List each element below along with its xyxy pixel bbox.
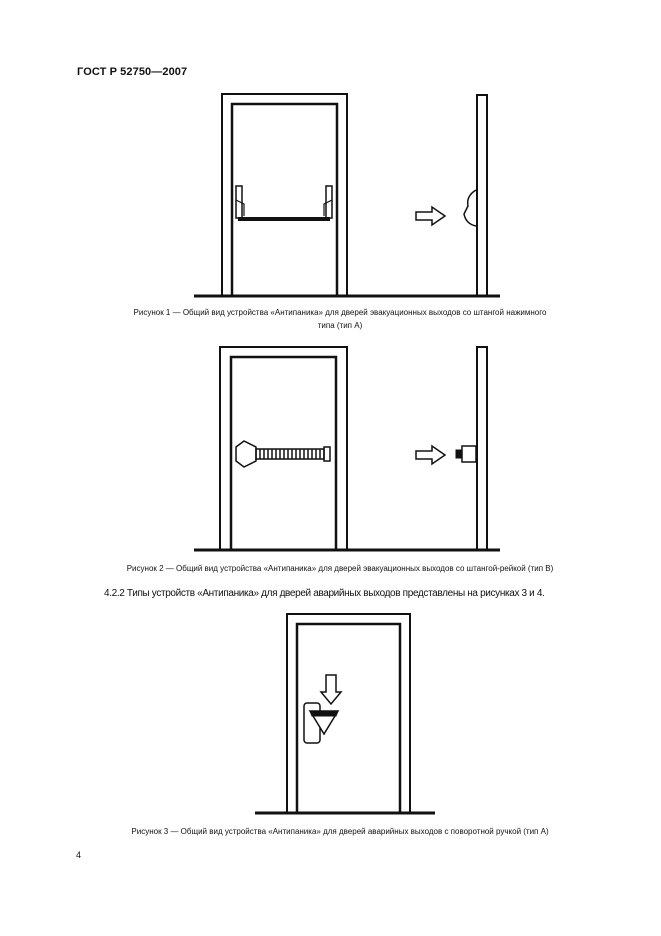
figure-1 — [0, 88, 661, 303]
figure-1-drawing — [0, 88, 661, 303]
figure-2-caption: Рисунок 2 — Общий вид устройства «Антипаника» для дверей эвакуационных выходов со штангой-рейкой (тип В) — [126, 564, 554, 573]
side-view-rack-bar — [462, 446, 476, 462]
push-direction-arrow — [416, 446, 445, 464]
figure-3 — [0, 608, 661, 818]
figure-2-drawing — [0, 340, 661, 555]
figure-2 — [0, 340, 661, 555]
document-header: ГОСТ Р 52750—2007 — [77, 66, 188, 78]
door-leaf — [297, 624, 400, 813]
side-view-push-bar — [464, 190, 476, 226]
side-view-door — [477, 347, 487, 550]
paragraph-4-2-2: 4.2.2 Типы устройств «Антипаника» для дверей аварийных выходов представлены на рисунках 3 и 4. — [104, 588, 545, 599]
side-view-door — [477, 95, 487, 296]
push-direction-arrow — [416, 207, 445, 225]
turn-direction-arrow — [321, 675, 341, 704]
figure-3-caption: Рисунок 3 — Общий вид устройства «Антипаника» для дверей аварийных выходов с поворотной ручкой (тип А) — [131, 827, 549, 836]
figure-1-caption-line2: типа (тип А) — [317, 321, 363, 330]
page-number: 4 — [76, 850, 82, 860]
rack-bar — [256, 449, 324, 459]
rack-bar-end — [324, 447, 330, 461]
door-frame — [287, 614, 410, 813]
figure-1-caption-line1: Рисунок 1 — Общий вид устройства «Антипаника» для дверей эвакуационных выходов со штангой нажимного — [133, 308, 547, 317]
door-frame — [222, 94, 347, 296]
figure-1-caption — [60, 306, 620, 332]
door-leaf — [232, 104, 337, 296]
rack-bar-head — [236, 441, 256, 467]
figure-3-drawing — [0, 608, 661, 818]
